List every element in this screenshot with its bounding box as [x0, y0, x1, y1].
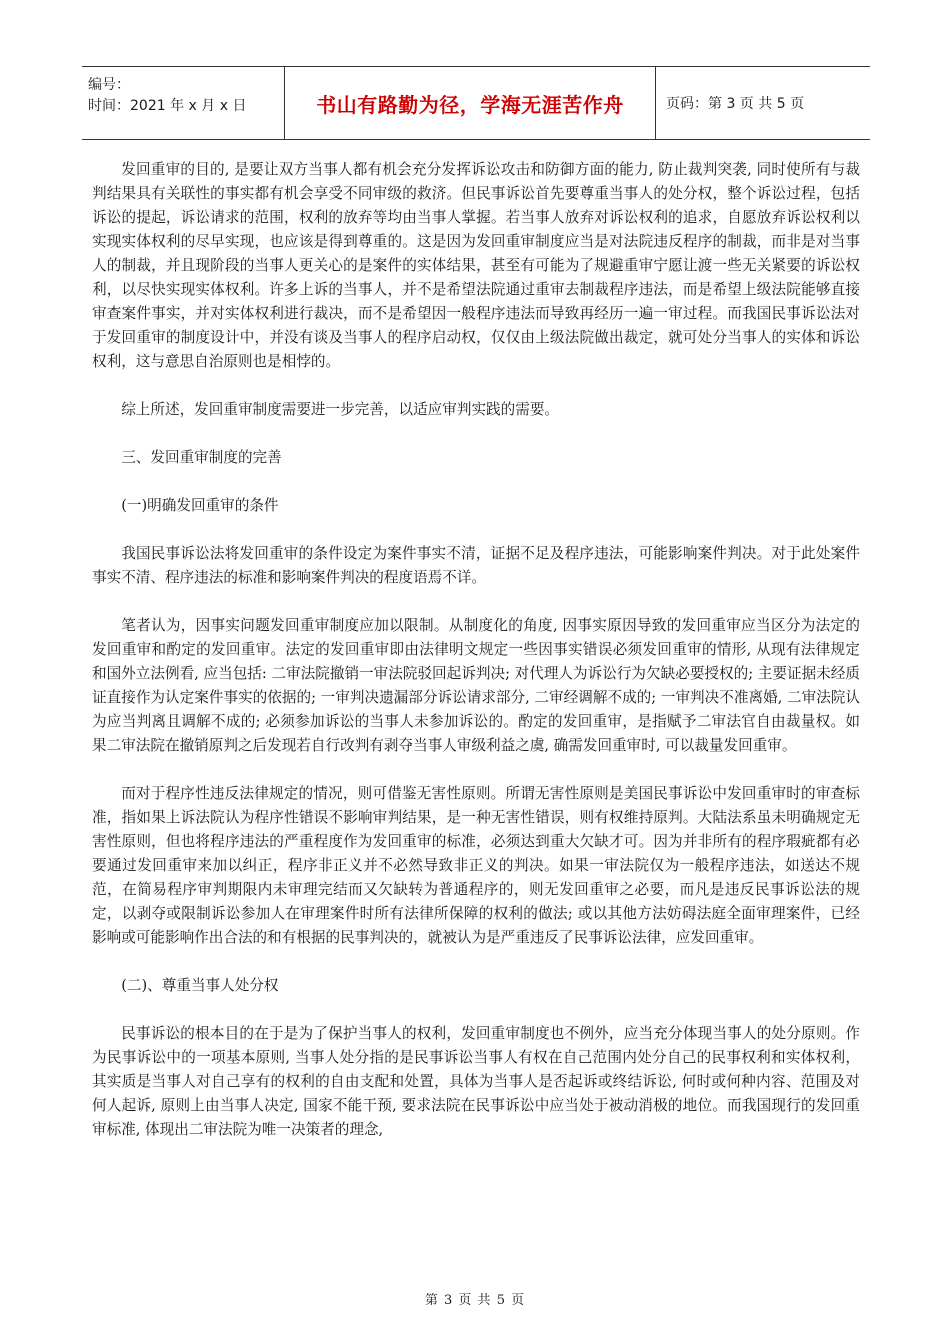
- paragraph: 综上所述，发回重审制度需要进一步完善，以适应审判实践的需要。: [121, 401, 560, 418]
- paragraph: 笔者认为，因事实问题发回重审制度应加以限制。从制度化的角度, 因事实原因导致的发回重审应当区分为法定的发回重审和酌定的发回重审。法定的发回重审即由法律明文规定一些因事实错误必须发回重审的情形, 从现有法律规定和国外立法例看, 应当包括: 二审法院撤销一审法院驳回起诉判决; 对代理人为诉讼行为欠缺必要授权的; 主要证据未经质证直接作为认定案件事实的依据的; 一审判决遗漏部分诉讼请求部分, 二审经调解不成的; 一审判决不准离婚, 二审法院认为应当判离且调解不成的; 必须参加诉讼的当事人未参加诉讼的。酌定的发回重审，是指赋予二审法官自由裁量权。如果二审法院在撤销原判之后发现若自行改判有剥夺当事人审级利益之虞, 确需发回重审时, 可以裁量发回重审。: [92, 617, 860, 754]
- section-heading: 三、发回重审制度的完善: [121, 449, 282, 466]
- paragraph: 而对于程序性违反法律规定的情况，则可借鉴无害性原则。所谓无害性原则是美国民事诉讼中发回重审时的审查标准，指如果上诉法院认为程序性错误不影响审判结果，是一种无害性错误，则有权维持原判。大陆法系虽未明确规定无害性原则，但也将程序违法的严重程度作为发回重审的标准，必须达到重大欠缺才可。因为并非所有的程序瑕疵都有必要通过发回重审来加以纠正，程序非正义并不必然导致非正义的判决。如果一审法院仅为一般程序违法，如送达不规范，在简易程序审判期限内未审理完结而又欠缺转为普通程序的，则无发回重审之必要，而凡是违反民事诉讼法的规定，以剥夺或限制诉讼参加人在审理案件时所有法律所保障的权利的做法; 或以其他方法妨碍法庭全面审理案件，已经影响或可能影响作出合法的和有根据的民事判决的，就被认为是严重违反了民事诉讼法律，应发回重审。: [92, 785, 860, 946]
- paragraph: 民事诉讼的根本目的在于是为了保护当事人的权利，发回重审制度也不例外，应当充分体现当事人的处分原则。作为民事诉讼中的一项基本原则, 当事人处分指的是民事诉讼当事人有权在自己范围内处分自己的民事权利和实体权利，其实质是当事人对自己享有的权利的自由支配和处置，具体为当事人是否起诉或终结诉讼, 何时或何种内容、范围及对何人起诉, 原则上由当事人决定, 国家不能干预, 要求法院在民事诉讼中应当处于被动消极的地位。而我国现行的发回重审标准, 体现出二审法院为唯一决策者的理念,: [92, 1025, 860, 1138]
- header-meta: [82, 67, 285, 139]
- paragraph: 我国民事诉讼法将发回重审的条件设定为案件事实不清，证据不足及程序违法，可能影响案件判决。对于此处案件事实不清、程序违法的标准和影响案件判决的程度语焉不详。: [92, 545, 860, 586]
- document-number-label: 编号：: [88, 77, 130, 93]
- page-header: [82, 66, 870, 140]
- subsection-heading: (二)、尊重当事人处分权: [121, 977, 279, 994]
- document-date-label: 时间：2021 年 x 月 x 日: [88, 98, 247, 114]
- header-motto: 书山有路勤为径，学海无涯苦作舟: [285, 67, 656, 139]
- document-body: [92, 158, 860, 1166]
- paragraph: 发回重审的目的, 是要让双方当事人都有机会充分发挥诉讼攻击和防御方面的能力, 防止裁判突袭, 同时使所有与裁判结果具有关联性的事实都有机会享受不同审级的救济。但民事诉讼首先要尊重当事人的处分权，整个诉讼过程，包括诉讼的提起，诉讼请求的范围，权利的放弃等均由当事人掌握。若当事人放弃对诉讼权利的追求，自愿放弃诉讼权利以实现实体权利的尽早实现，也应该是得到尊重的。这是因为发回重审制度应当是对法院违反程序的制裁，而非是对当事人的制裁，并且现阶段的当事人更关心的是案件的实体结果，甚至有可能为了规避重审宁愿让渡一些无关紧要的诉讼权利，以尽快实现实体权利。许多上诉的当事人，并不是希望法院通过重审去制裁程序违法，而是希望上级法院能够直接审查案件事实，并对实体权利进行裁决，而不是希望因一般程序违法而导致再经历一遍一审过程。而我国民事诉讼法对于发回重审的制度设计中，并没有谈及当事人的程序启动权，仅仅由上级法院做出裁定，就可处分当事人的实体和诉讼权利，这与意思自治原则也是相悖的。: [92, 161, 860, 370]
- page-footer: 第 3 页 共 5 页: [424, 1293, 526, 1308]
- header-page-number: 页码：第 3 页 共 5 页: [666, 96, 805, 112]
- subsection-heading: (一)明确发回重审的条件: [121, 497, 279, 514]
